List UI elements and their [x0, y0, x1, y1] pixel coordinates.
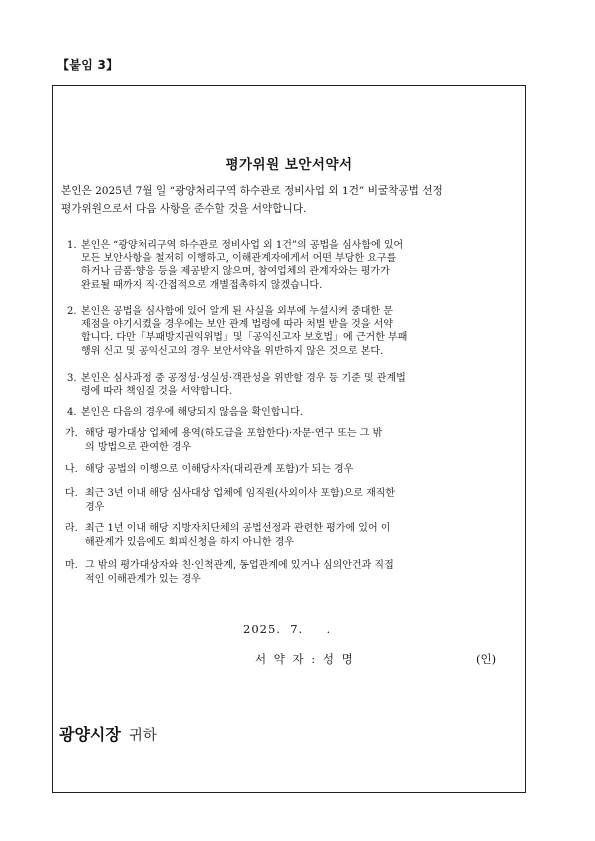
pledge-item-1 — [67, 239, 517, 292]
item-number: 3. — [67, 373, 77, 384]
intro-line: 본인은 2025년 7월 일 “광양처리구역 하수관로 정비사업 외 1건” 비굴착공법 선정 — [61, 185, 443, 197]
sub-item-na — [65, 463, 517, 477]
item-line: 완료될 때까지 직·간접적으로 개별접촉하지 않겠습니다. — [81, 279, 323, 291]
sub-item-line: 의 방법으로 관여한 경우 — [85, 441, 192, 453]
document-title: 평가위원 보안서약서 — [225, 157, 353, 173]
sub-item-line: 적인 이해관계가 있는 경우 — [85, 573, 201, 585]
item-line: 령에 따라 책임질 것을 서약합니다. — [81, 386, 233, 398]
sub-item-line: 그 밖의 평가대상자와 친·인척관계, 동업관계에 있거나 심의안건과 직접 — [85, 560, 394, 571]
sub-item-line: 해당 평가대상 업체에 용역(하도급을 포함한다)·자문·연구 또는 그 밖 — [85, 428, 383, 439]
recipient-name: 광양시장 — [59, 725, 121, 744]
sub-item-line: 해관계가 있음에도 회피신청을 하지 아니한 경우 — [85, 536, 295, 548]
sub-item-line: 해당 공법의 이행으로 이해당사자(대리관계 포함)가 되는 경우 — [85, 464, 354, 475]
sub-item-number: 라. — [65, 523, 78, 534]
sub-item-number: 다. — [65, 488, 78, 499]
item-line: 합니다. 다만「부패방지권익위법」및「공익신고자 보호법」에 근거한 부패 — [81, 332, 408, 344]
sub-item-ga — [65, 427, 517, 454]
pledge-date: 2025. 7. . — [243, 622, 332, 636]
item-number: 2. — [67, 306, 77, 317]
item-line: 하거나 금품·향응 등을 제공받지 않으며, 참여업체의 관계자와는 평가가 — [81, 266, 390, 278]
item-line: 모든 보안사항을 철저히 이행하고, 이해관계자에게서 어떤 부당한 요구를 — [81, 253, 397, 265]
sub-item-ra — [65, 522, 517, 549]
pledge-item-3 — [67, 372, 517, 398]
recipient — [59, 722, 157, 745]
item-line: 본인은 다음의 경우에 해당되지 않음을 확인합니다. — [81, 407, 303, 418]
signer-name-label: 서 약 자 : 성 명 — [255, 652, 355, 666]
sub-item-line: 최근 1년 이내 해당 지방자치단체의 공법선정과 관련한 평가에 있어 이 — [85, 523, 391, 534]
item-line: 본인은 “광양처리구역 하수관로 정비사업 외 1건”의 공법을 심사함에 있어 — [81, 240, 404, 251]
sub-item-ma — [65, 559, 517, 586]
sub-item-number: 나. — [65, 464, 78, 475]
pledge-item-2 — [67, 305, 517, 358]
pledge-item-4 — [67, 406, 517, 419]
attachment-label: 【붙임 3】 — [57, 58, 119, 72]
pledge-form — [52, 85, 526, 793]
item-line: 제점을 야기시켰을 경우에는 보안 관계 법령에 따라 처벌 받을 것을 서약 — [81, 319, 393, 331]
item-line: 본인은 공법을 심사함에 있어 알게 된 사실을 외부에 누설시켜 중대한 문 — [81, 306, 393, 317]
sub-item-number: 가. — [65, 428, 78, 439]
sub-item-da — [65, 487, 517, 514]
intro-line: 평가위원으로서 다음 사항을 준수할 것을 서약합니다. — [61, 203, 307, 215]
recipient-honorific: 귀하 — [128, 728, 157, 744]
item-number: 1. — [67, 240, 77, 251]
intro-paragraph — [61, 182, 523, 218]
seal-mark: (인) — [476, 652, 497, 666]
item-line: 본인은 심사과정 중 공정성·성실성·객관성을 위반할 경우 등 기준 및 관계법 — [81, 373, 406, 384]
sub-item-line: 최근 3년 이내 해당 심사대상 업체에 임직원(사외이사 포함)으로 재직한 — [85, 488, 396, 499]
item-line: 행위 신고 및 공익신고의 경우 보안서약을 위반하지 않은 것으로 본다. — [81, 345, 384, 357]
sub-item-number: 마. — [65, 560, 78, 571]
item-number: 4. — [67, 407, 77, 418]
sub-item-line: 경우 — [85, 501, 105, 513]
